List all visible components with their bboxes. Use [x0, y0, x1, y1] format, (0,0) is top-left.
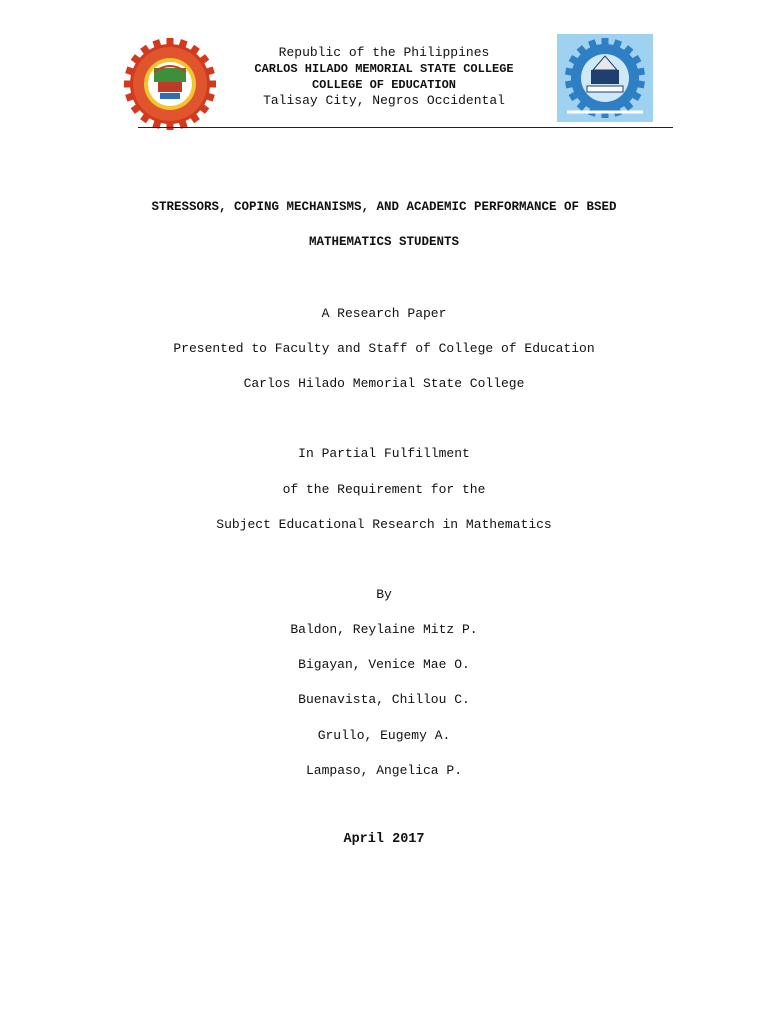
department-name: COLLEGE OF EDUCATION	[311, 78, 457, 92]
republic-line: Republic of the Philippines	[278, 45, 490, 60]
fulfillment-line-2: of the Requirement for the	[282, 482, 486, 497]
author-name: Grullo, Eugemy A.	[317, 728, 451, 743]
author-name: Buenavista, Chillou C.	[298, 692, 470, 707]
header-divider	[138, 127, 673, 128]
title-line-2: MATHEMATICS STUDENTS	[308, 235, 460, 249]
title-line-1: STRESSORS, COPING MECHANISMS, AND ACADEMIC PERFORMANCE OF BSED	[151, 200, 617, 214]
college-name: CARLOS HILADO MEMORIAL STATE COLLEGE	[254, 62, 514, 76]
author-name: Baldon, Reylaine Mitz P.	[290, 622, 478, 637]
fulfillment-line-3: Subject Educational Research in Mathematics	[216, 517, 552, 532]
paper-type: A Research Paper	[321, 306, 447, 321]
letterhead	[200, 45, 568, 109]
submission-date: April 2017	[343, 832, 425, 847]
author-name: Lampaso, Angelica P.	[305, 763, 463, 778]
by-label: By	[376, 587, 392, 602]
presented-to: Presented to Faculty and Staff of College of Education	[173, 341, 595, 356]
address-line: Talisay City, Negros Occidental	[263, 93, 505, 108]
author-name: Bigayan, Venice Mae O.	[298, 657, 470, 672]
institution: Carlos Hilado Memorial State College	[243, 376, 525, 391]
fulfillment-line-1: In Partial Fulfillment	[298, 446, 470, 461]
college-of-education-logo-icon	[557, 34, 653, 122]
